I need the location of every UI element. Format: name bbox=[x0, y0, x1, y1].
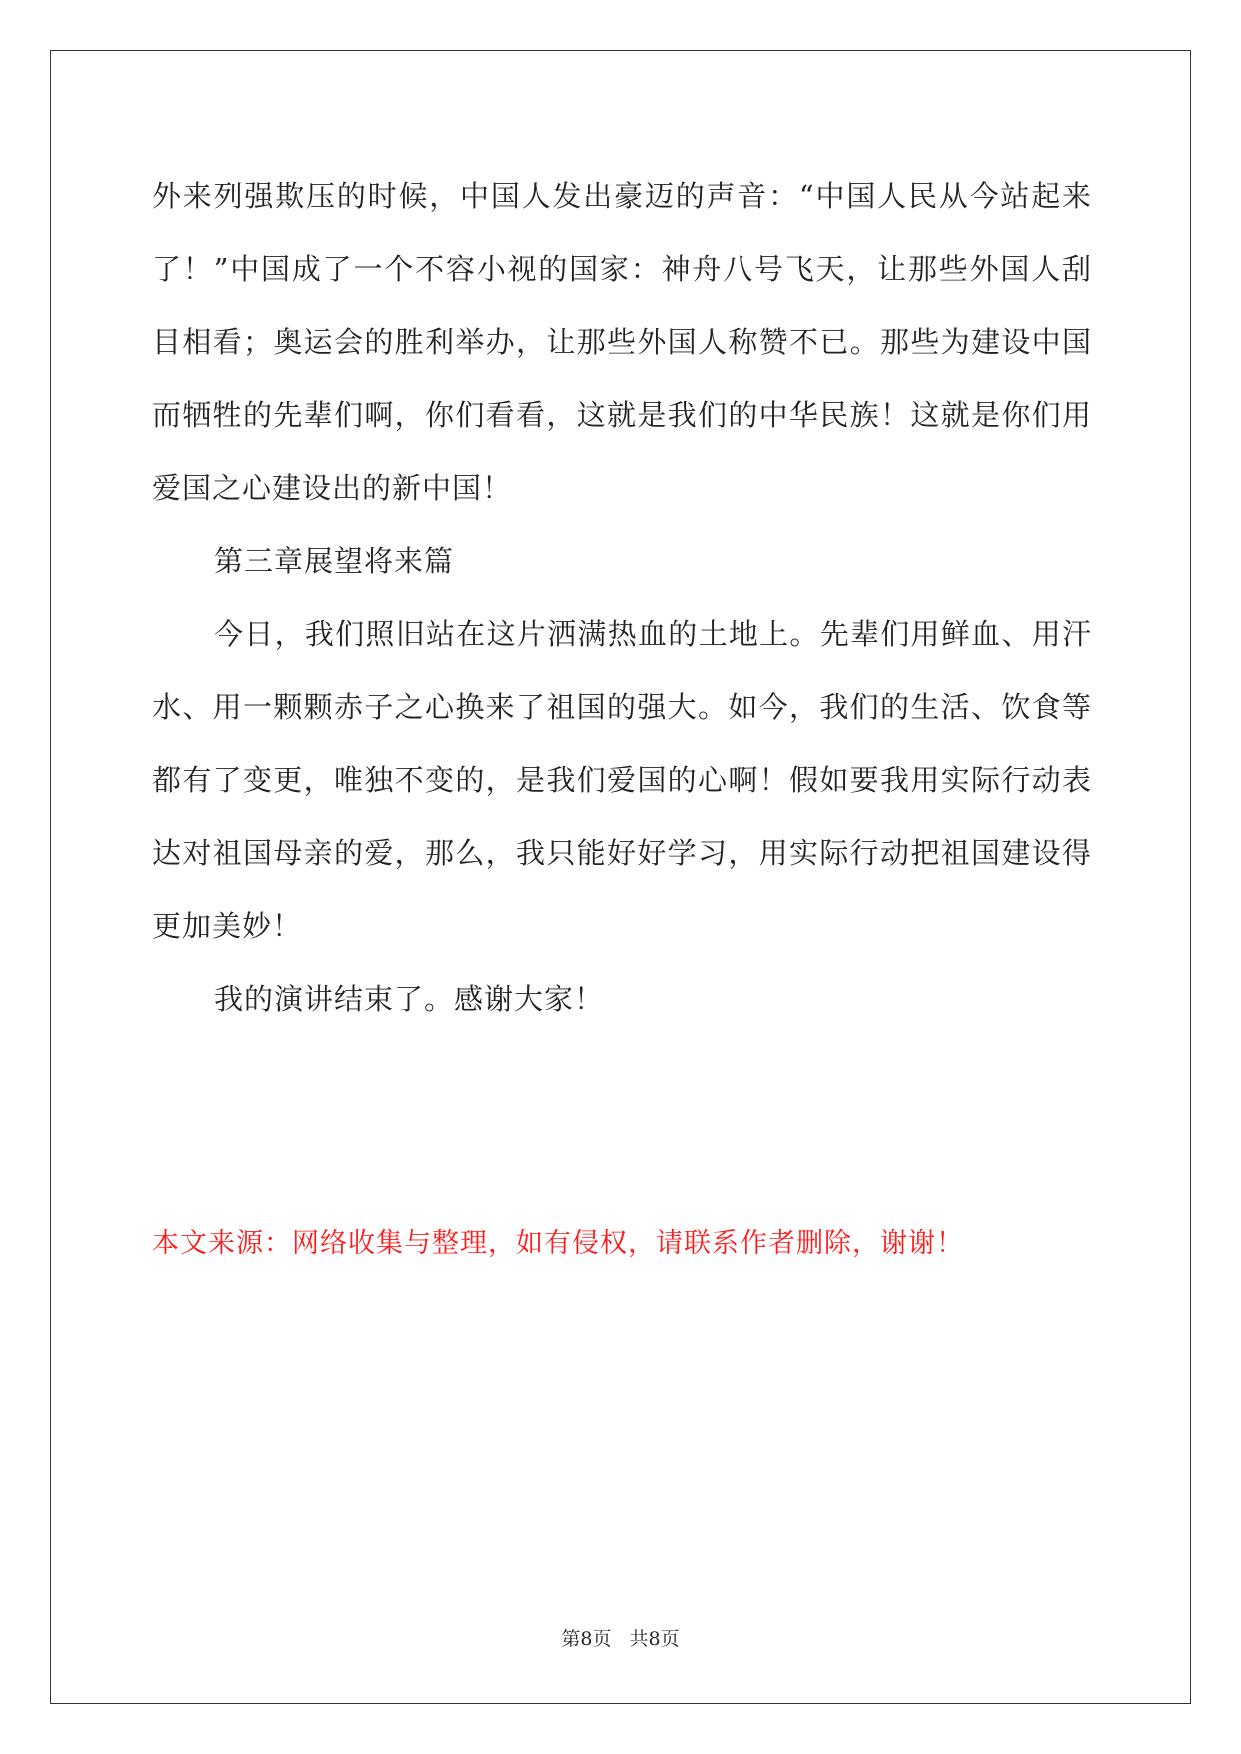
section-heading: 第三章展望将来篇 bbox=[214, 544, 455, 578]
page-number-current: 第8页 bbox=[561, 1628, 612, 1650]
paragraph-1: 外来列强欺压的时候，中国人发出豪迈的声音：“中国人民从今站起来了！”中国成了一个不容小视的国家：神舟八号飞天，让那些外国人刮目相看；奥运会的胜利举办，让那些外国人称赞不已。那些为建设中国而牺牲的先辈们啊，你们看看，这就是我们的中华民族！这就是你们用爱国之心建设出的新中国！ bbox=[152, 179, 1092, 505]
page-number-total: 共8页 bbox=[629, 1628, 680, 1650]
paragraph-3: 今日，我们照旧站在这片洒满热血的土地上。先辈们用鲜血、用汗水、用一颗颗赤子之心换来了祖国的强大。如今，我们的生活、饮食等都有了变更，唯独不变的，是我们爱国的心啊！假如要我用实际行动表达对祖国母亲的爱，那么，我只能好好学习，用实际行动把祖国建设得更加美妙！ bbox=[152, 617, 1092, 943]
paragraph-closing: 我的演讲结束了。感谢大家！ bbox=[214, 982, 605, 1016]
page-footer bbox=[0, 1624, 1241, 1651]
document-body bbox=[152, 160, 1092, 1036]
source-note: 本文来源：网络收集与整理，如有侵权，请联系作者删除，谢谢！ bbox=[152, 1228, 964, 1259]
